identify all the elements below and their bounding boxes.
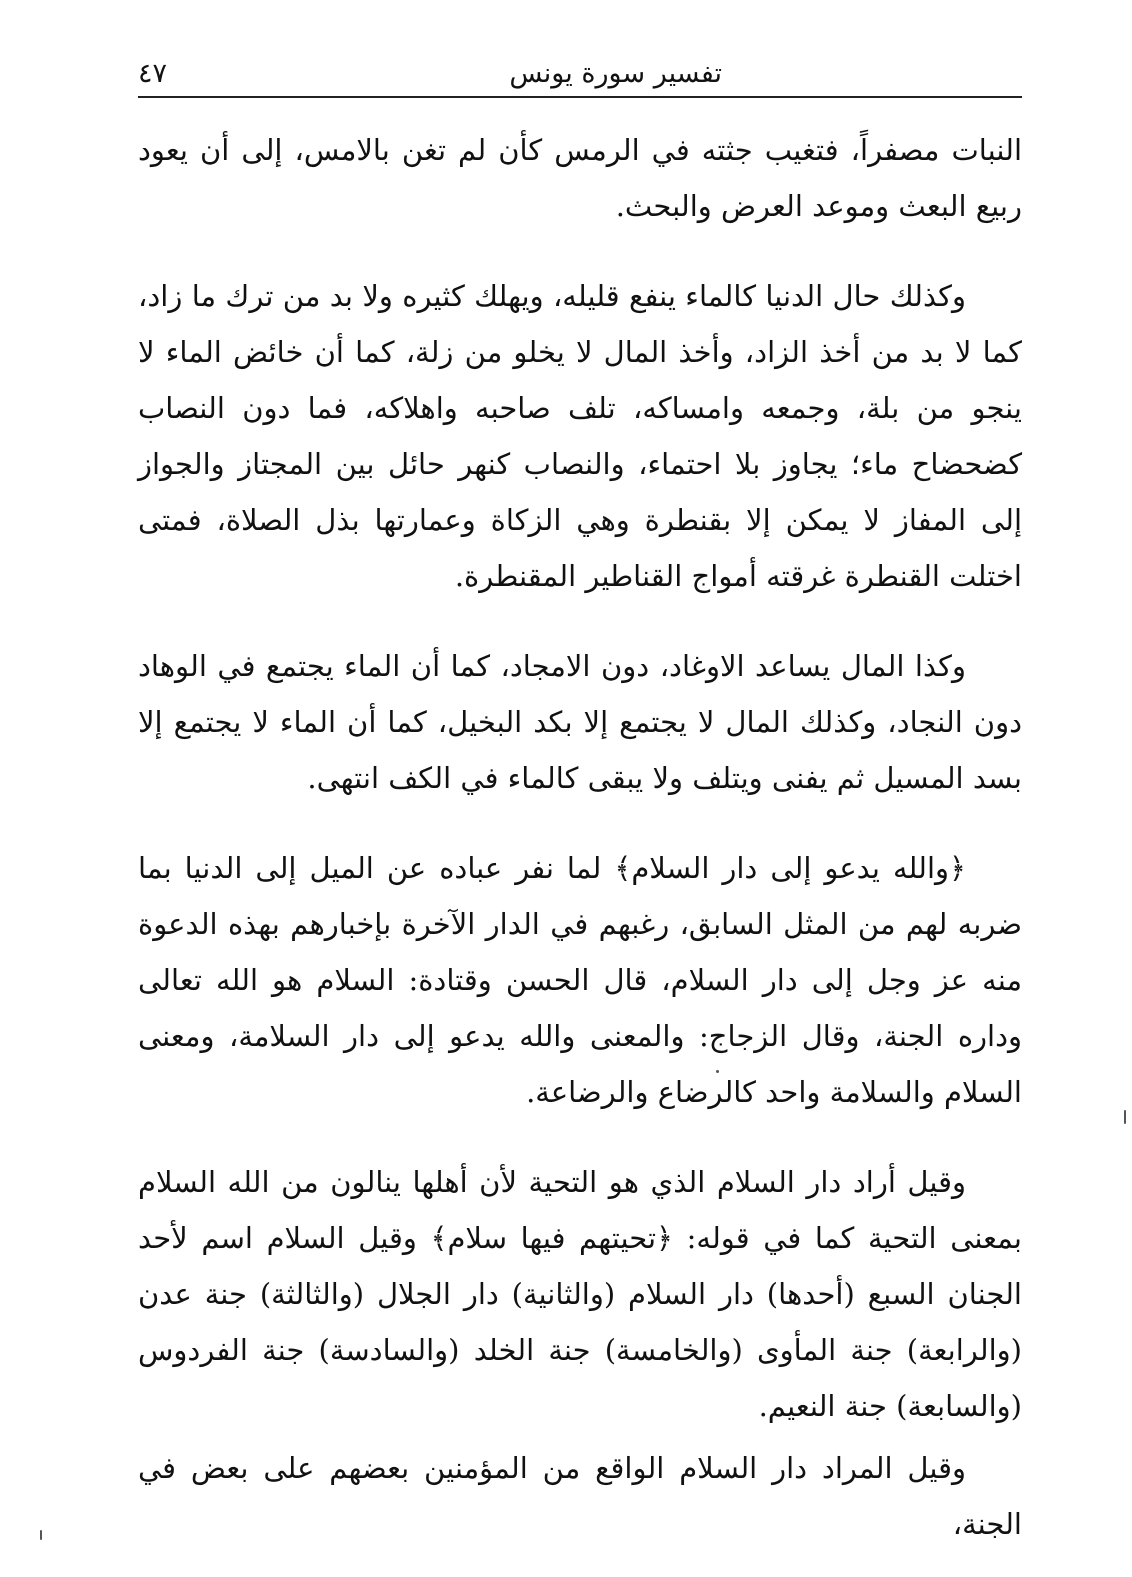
paragraph-abode-of-peace: ﴿والله يدعو إلى دار السلام﴾ لما نفر عباده عن الميل إلى الدنيا بما ضربه لهم من المثل السابق، رغبهم في الدار الآخرة بإخبارهم بهذه الدعوة منه عز وجل إلى دار السلام، قال الحسن وقتادة: السلام هو الله تعالى وداره الجنة، وقال الزجاج: والمعنى والله يدعو إلى دار السلامة، ومعنى السلام والسلامة واحد كالرضاع والرضاعة. — [138, 851, 1022, 1109]
page-edge-mark — [40, 1530, 42, 1540]
paragraph-seven-gardens: وقيل أراد دار السلام الذي هو التحية لأن أهلها ينالون من الله السلام بمعنى التحية كما في قوله: ﴿تحيتهم فيها سلام﴾ وقيل السلام اسم لأحد الجنان السبع (أحدها) دار السلام (والثانية) دار الجلال (والثالثة) جنة عدن (والرابعة) جنة المأوى (والخامسة) جنة الخلد (والسادسة) جنة الفردوس (والسابعة) جنة النعيم. — [138, 1165, 1022, 1423]
page-number: ٤٧ — [138, 58, 168, 89]
header-divider — [138, 96, 1022, 98]
paragraph-world-like-water: وكذلك حال الدنيا كالماء ينفع قليله، ويهلك كثيره ولا بد من ترك ما زاد، كما لا بد من أخذ الزاد، وأخذ المال لا يخلو من زلة، كما أن خائض الماء لا ينجو من بلة، وجمعه وامساكه، تلف صاحبه واهلاكه، فما دون النصاب كضحضاح ماء؛ يجاوز بلا احتماء، والنصاب كنهر حائل بين المجتاز والجواز إلى المفاز لا يمكن إلا بقنطرة وهي الزكاة وعمارتها بذل الصلاة، فمتى اختلت القنطرة غرقته أمواج القناطير المقنطرة. — [138, 279, 1022, 593]
page-body — [138, 122, 1022, 1552]
paragraph-wealth-gathering: وكذا المال يساعد الاوغاد، دون الامجاد، كما أن الماء يجتمع في الوهاد دون النجاد، وكذلك المال لا يجتمع إلا بكد البخيل، كما أن الماء لا يجتمع إلا بسد المسيل ثم يفنى ويتلف ولا يبقى كالماء في الكف انتهى. — [138, 649, 1022, 795]
running-header — [138, 52, 1022, 98]
print-speck — [716, 1070, 719, 1073]
paragraph-continuation: النبات مصفراً، فتغيب جثته في الرمس كأن لم تغن بالامس، إلى أن يعود ربيع البعث وموعد العرض والبحث. — [138, 133, 1022, 223]
running-header-title: تفسير سورة يونس — [509, 58, 722, 89]
paragraph-greeting-in-paradise: وقيل المراد دار السلام الواقع من المؤمنين بعضهم على بعض في الجنة، — [138, 1451, 1022, 1541]
page-edge-mark — [1124, 1110, 1126, 1124]
